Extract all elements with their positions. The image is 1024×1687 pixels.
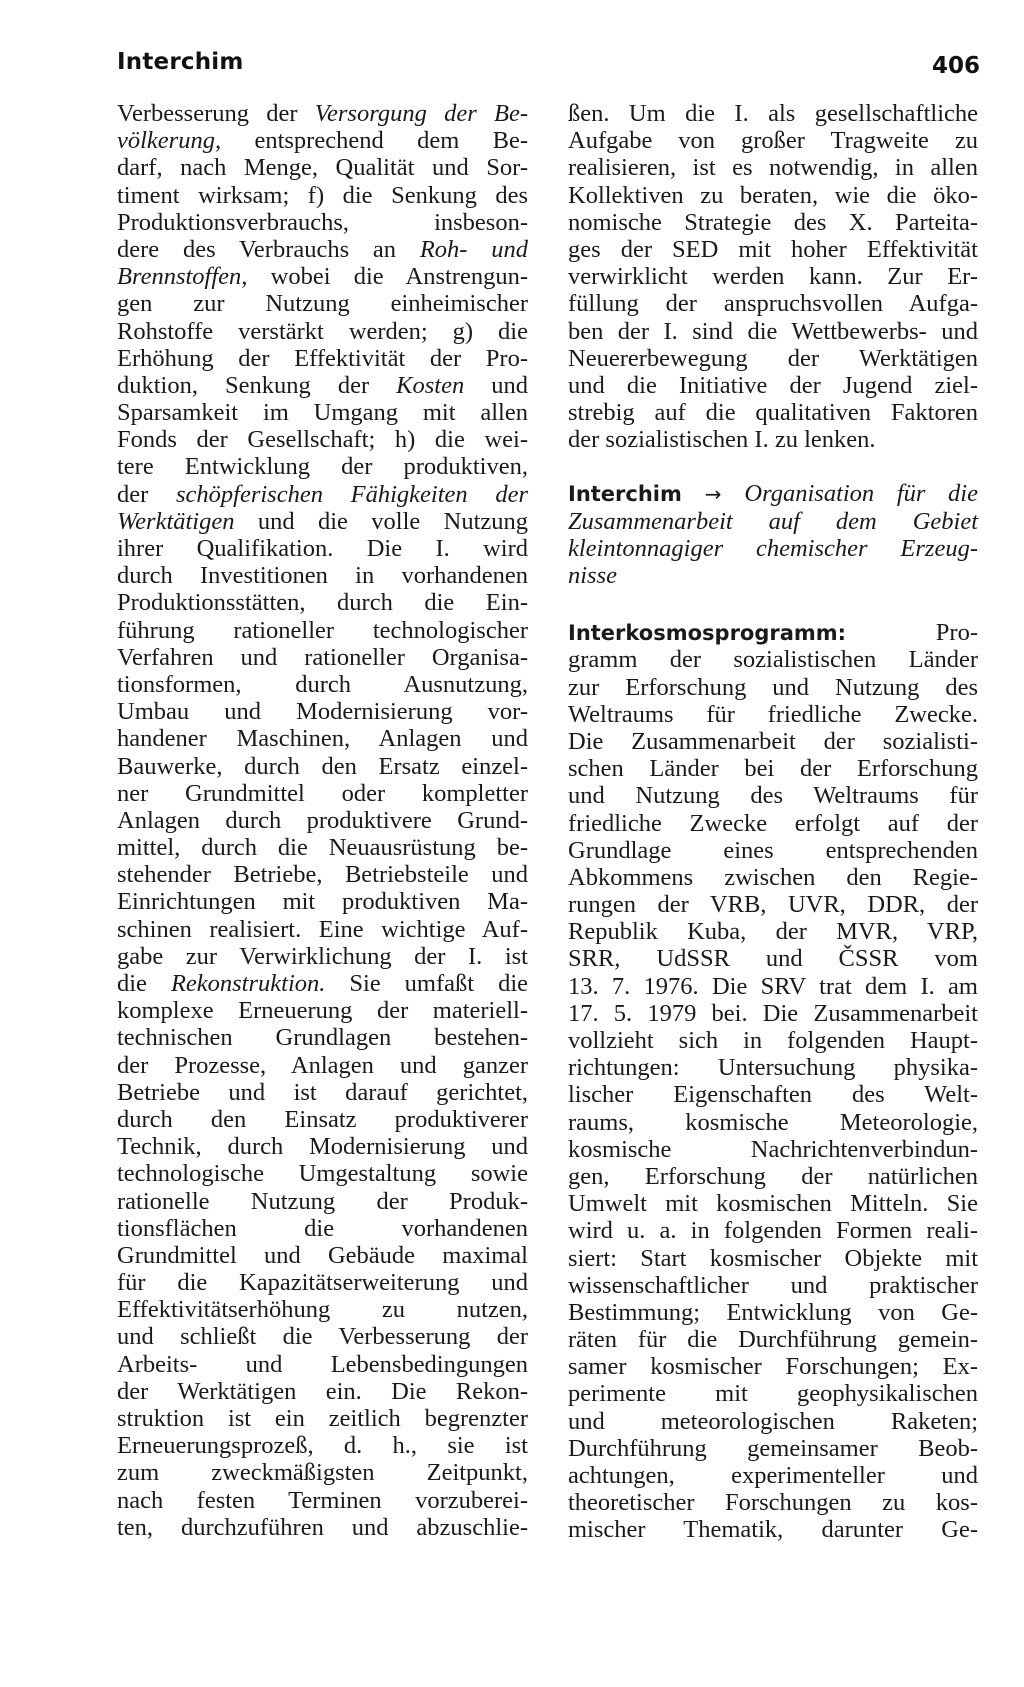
text-run: mittel, durch die Neuausrüstung be- [117,834,528,862]
text-run: Grundlage eines entsprechenden [568,836,978,864]
right-column-line [568,1462,978,1489]
text-run: der Prozesse, Anlagen und ganzer [117,1051,528,1079]
text-run: siert: Start kosmischer Objekte mit [568,1244,978,1272]
entry-spacer [568,589,978,619]
text-run: gramm der sozialistischen Länder [568,646,978,674]
text-run: schinen realisiert. Eine wichtige Auf- [117,915,528,943]
text-run: tere Entwicklung der produktiven, [117,453,528,481]
left-column-line [117,263,528,290]
left-column-line [117,807,528,834]
left-column-line [117,943,528,970]
text-run: struktion ist ein zeitlich begrenzter [117,1405,528,1432]
left-column-line [117,1024,528,1051]
right-column-line [568,1163,978,1190]
right-column-line [568,562,978,589]
text-run: Arbeits- und Lebensbedingungen [117,1350,528,1378]
right-column-line [568,1516,978,1543]
left-column-line [117,888,528,915]
right-column-line [568,755,978,782]
text-run: Umbau und Modernisierung vor- [117,698,528,726]
left-column-line [117,508,528,535]
text-run: wissenschaftlicher und praktischer [568,1271,978,1299]
text-run: entsprechend dem Be- [221,127,528,155]
left-column-line [117,1378,528,1405]
left-column-line [117,1296,528,1323]
text-run: realisieren, ist es notwendig, in allen [568,154,978,182]
left-column-line [117,617,528,644]
text-run: tionsflächen die vorhandenen [117,1214,528,1242]
left-column-line [117,997,528,1024]
italic-term: Werktätigen [117,507,235,535]
text-run: achtungen, experimenteller und [568,1462,978,1489]
left-column-line [117,535,528,562]
left-column-line [117,1323,528,1350]
right-column-line [568,535,978,562]
left-column-line [117,725,528,752]
text-run: Umwelt mit kosmischen Mitteln. Sie [568,1190,978,1218]
right-column-line [568,1353,978,1380]
right-column-line [568,973,978,1000]
text-run: lischer Eigenschaften des Welt- [568,1081,978,1109]
left-column-line [117,644,528,671]
text-run: rungen der VRB, UVR, DDR, der [568,891,978,919]
right-column-line [568,1380,978,1407]
text-run: ihrer Qualifikation. Die I. wird [117,535,528,562]
italic-term: Roh- und [419,235,529,263]
text-run: handener Maschinen, Anlagen und [117,725,528,753]
left-column-line [117,1079,528,1106]
text-run: theoretischer Forschungen zu kos- [568,1489,978,1517]
text-run: Sparsamkeit im Umgang mit allen [117,399,528,427]
text-run: 13. 7. 1976. Die SRV trat dem I. am [568,972,978,1000]
text-run: Produktionsverbrauchs, insbeson- [117,208,528,236]
italic-term: Zusammenarbeit auf dem Gebiet [568,507,978,535]
left-column-line [117,1106,528,1133]
right-column-line [568,1190,978,1217]
text-run: ges der SED mit hoher Effektivität [568,235,978,263]
italic-term: Organisation für die [744,480,978,508]
text-run: für die Kapazitätserweiterung und [117,1269,528,1297]
text-run: SRR, UdSSR und ČSSR vom [568,945,978,973]
left-column-line [117,1215,528,1242]
left-column-line [117,1269,528,1296]
left-column-line [117,1160,528,1187]
right-column-line [568,891,978,918]
text-run: gen, Erforschung der natürlichen [568,1162,978,1190]
text-run: Durchführung gemeinsamer Beob- [568,1434,978,1462]
text-run: Rohstoffe verstärkt werden; g) die [117,317,528,345]
right-column-line [568,1489,978,1516]
text-run: Pro- [846,619,978,647]
right-column-line [568,480,978,507]
right-column-line [568,1408,978,1435]
right-column-line [568,426,978,453]
text-run: und die Initiative der Jugend ziel- [568,371,978,399]
text-run: timent wirksam; f) die Senkung des [117,181,528,209]
left-column-line [117,290,528,317]
right-column-line [568,1054,978,1081]
left-column-line [117,1514,528,1541]
text-run: Anlagen durch produktivere Grund- [117,806,528,834]
right-column-line [568,318,978,345]
text-run: strebig auf die qualitativen Faktoren [568,399,978,427]
left-column-line [117,236,528,263]
text-run: der [117,480,176,508]
text-run: Verfahren und rationeller Organisa- [117,643,528,671]
text-run: und [464,371,528,399]
italic-term: kleintonnagiger chemischer Erzeug- [568,534,978,562]
left-text-column [117,100,528,1541]
right-column-line [568,1000,978,1027]
left-column-line [117,1133,528,1160]
text-run: zum zweckmäßigsten Zeitpunkt, [117,1459,528,1487]
left-column-line [117,780,528,807]
text-run: wobei die Anstrengun- [247,263,528,291]
left-column-line [117,671,528,698]
text-run: Bauwerke, durch den Ersatz einzel- [117,752,528,780]
text-run: Abkommens zwischen den Regie- [568,863,978,891]
left-column-line [117,1242,528,1269]
text-run: Aufgabe von großer Tragweite zu [568,127,978,155]
text-run: richtungen: Untersuchung physika- [568,1054,978,1082]
text-run: gen zur Nutzung einheimischer [117,290,528,318]
left-column-line [117,861,528,888]
right-column-line [568,127,978,154]
text-run: vollzieht sich in folgenden Haupt- [568,1027,978,1054]
left-column-line [117,426,528,453]
left-column-line [117,589,528,616]
text-run: technischen Grundlagen bestehen- [117,1024,528,1052]
italic-term: Kosten [396,371,465,399]
page-number: 406 [931,53,980,79]
right-column-line [568,290,978,317]
text-run: und schließt die Verbesserung der [117,1323,528,1351]
left-column-line [117,372,528,399]
left-column-line [117,753,528,780]
right-column-line [568,1081,978,1108]
left-column-line [117,345,528,372]
italic-term: nisse [568,562,617,589]
italic-term: Versorgung der Be- [314,100,528,127]
left-column-line [117,970,528,997]
text-run: füllung der anspruchsvollen Aufga- [568,290,978,318]
text-run: schen Länder bei der Erforschung [568,755,978,783]
text-run: nach festen Terminen vorzuberei- [117,1486,528,1514]
right-column-line [568,864,978,891]
text-run: und die volle Nutzung [234,507,528,535]
right-column-line [568,1326,978,1353]
text-run: samer kosmischer Forschungen; Ex- [568,1353,978,1381]
left-column-line [117,1188,528,1215]
text-run: ben der I. sind die Wettbewerbs- und [568,317,978,345]
text-run: Republik Kuba, der MVR, VRP, [568,918,978,946]
text-run: komplexe Erneuerung der materiell- [117,997,528,1025]
text-run: durch Investitionen in vorhandenen [117,562,528,590]
right-column-line [568,1136,978,1163]
left-column-line [117,1432,528,1459]
right-column-line [568,945,978,972]
right-column-line [568,1245,978,1272]
text-run: rationelle Nutzung der Produk- [117,1187,528,1215]
left-column-line [117,100,528,127]
left-column-line [117,1459,528,1486]
text-run: Betriebe und ist darauf gerichtet, [117,1078,528,1106]
text-run: wird u. a. in folgenden Formen reali- [568,1217,978,1245]
right-column-line [568,154,978,181]
entry-headword: Interkosmosprogramm: [568,621,847,646]
right-column-line [568,728,978,755]
text-run: Kollektiven zu beraten, wie die öko- [568,181,978,209]
italic-term: völkerung, [117,127,222,155]
text-run: Grundmittel und Gebäude maximal [117,1241,528,1269]
text-run: Bestimmung; Entwicklung von Ge- [568,1298,978,1326]
text-run: Sie umfaßt die [325,970,529,997]
text-run: und Nutzung des Weltraums für [568,782,978,810]
right-column-line [568,1027,978,1054]
right-column-line [568,810,978,837]
right-column-line [568,701,978,728]
text-run: darf, nach Menge, Qualität und Sor- [117,154,528,182]
left-column-line [117,1052,528,1079]
right-column-line [568,345,978,372]
left-column-line [117,453,528,480]
right-column-line [568,182,978,209]
text-run: mischer Thematik, darunter Ge- [568,1516,978,1544]
text-run: der Werktätigen ein. Die Rekon- [117,1377,528,1405]
right-column-line [568,263,978,290]
text-run: Fonds der Gesellschaft; h) die wei- [117,426,528,454]
right-text-column [568,100,978,1544]
text-run: raums, kosmische Meteorologie, [568,1108,978,1136]
right-column-line [568,1272,978,1299]
left-column-line [117,481,528,508]
right-column-line [568,100,978,127]
text-run: ten, durchzuführen und abzuschlie- [117,1513,528,1541]
left-column-line [117,1351,528,1378]
text-run: Produktionsstätten, durch die Ein- [117,589,528,617]
text-run: ner Grundmittel oder kompletter [117,779,528,807]
text-run: Weltraums für friedliche Zwecke. [568,700,978,728]
text-run: perimente mit geophysikalischen [568,1380,978,1408]
left-column-line [117,1487,528,1514]
right-column-line [568,837,978,864]
left-column-line [117,562,528,589]
right-column-line [568,236,978,263]
left-column-line [117,154,528,181]
text-run: und meteorologischen Raketen; [568,1407,978,1435]
left-column-line [117,399,528,426]
right-column-line [568,646,978,673]
text-run: dere des Verbrauchs an [117,235,420,263]
text-run: Verbesserung der [117,100,315,127]
left-column-line [117,916,528,943]
right-column-line [568,399,978,426]
right-column-line [568,619,978,646]
text-run: gabe zur Verwirklichung der I. ist [117,942,528,970]
left-column-line [117,209,528,236]
text-run: stehender Betriebe, Betriebsteile und [117,861,528,889]
text-run: Neuererbewegung der Werktätigen [568,344,978,372]
italic-term: Brennstoffen, [117,263,248,291]
text-run: zur Erforschung und Nutzung des [568,673,978,701]
text-run: Die Zusammenarbeit der sozialisti- [568,727,978,755]
text-run: Technik, durch Modernisierung und [117,1133,528,1161]
text-run: durch den Einsatz produktiverer [117,1105,528,1133]
right-column-line [568,372,978,399]
right-column-line [568,209,978,236]
left-column-line [117,834,528,861]
text-run: Erneuerungsprozeß, d. h., sie ist [117,1432,528,1460]
text-run: nomische Strategie des X. Parteita- [568,208,978,236]
entry-spacer [568,453,978,480]
left-column-line [117,127,528,154]
text-run: tionsformen, durch Ausnutzung, [117,670,528,698]
text-run: kosmische Nachrichtenverbindun- [568,1135,978,1163]
italic-term: schöpferischen Fähigkeiten der [175,480,528,508]
text-run: friedliche Zwecke erfolgt auf der [568,809,978,837]
text-run: verwirklicht werden kann. Zur Er- [568,263,978,291]
text-run: 17. 5. 1979 bei. Die Zusammenarbeit [568,999,978,1027]
left-column-line [117,698,528,725]
text-run: die [117,970,171,997]
right-column-line [568,1299,978,1326]
text-run: der sozialistischen I. zu lenken. [568,426,876,454]
cross-reference-arrow: → [681,482,745,507]
running-head-keyword: Interchim [117,49,244,75]
left-column-line [117,1405,528,1432]
text-run: Einrichtungen mit produktiven Ma- [117,888,528,916]
entry-headword: Interchim [568,482,682,507]
text-run: führung rationeller technologischer [117,616,528,644]
left-column-line [117,182,528,209]
right-column-line [568,508,978,535]
text-run: räten für die Durchführung gemein- [568,1326,978,1354]
text-run: Effektivitätserhöhung zu nutzen, [117,1296,528,1324]
right-column-line [568,918,978,945]
right-column-line [568,1109,978,1136]
right-column-line [568,1217,978,1244]
right-column-line [568,1435,978,1462]
right-column-line [568,782,978,809]
text-run: duktion, Senkung der [117,371,397,399]
text-run: ßen. Um die I. als gesellschaftliche [568,100,978,127]
right-column-line [568,674,978,701]
italic-term: Rekonstruktion. [170,970,326,997]
left-column-line [117,318,528,345]
text-run: technologische Umgestaltung sowie [117,1160,528,1188]
text-run: Erhöhung der Effektivität der Pro- [117,344,528,372]
